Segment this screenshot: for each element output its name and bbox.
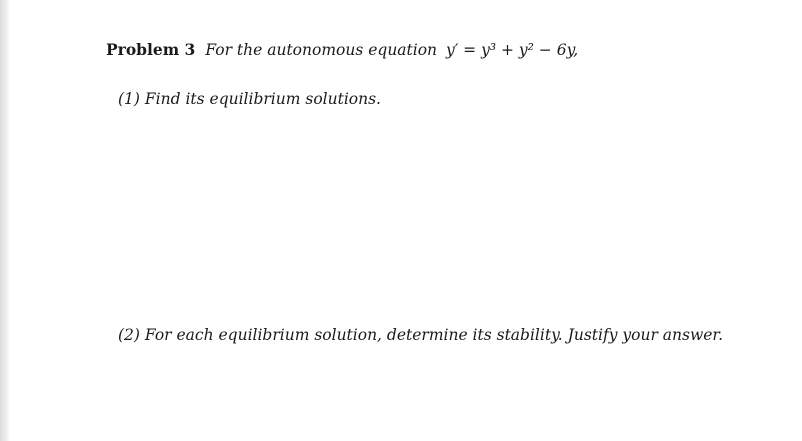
part-1-text: Find its equilibrium solutions. — [144, 90, 381, 108]
document-page — [10, 0, 802, 441]
problem-text: For the autonomous equation — [205, 41, 438, 59]
part-1-number: (1) — [118, 90, 140, 108]
problem-label: Problem 3 — [106, 40, 196, 59]
problem-equation: y′ = y³ + y² − 6y, — [445, 41, 579, 59]
part-2-text: For each equilibrium solution, determine its stability. Justify your answer. — [144, 326, 724, 344]
part-1 — [118, 89, 381, 109]
part-2-number: (2) — [118, 326, 140, 344]
part-2 — [118, 325, 723, 345]
page-left-shadow — [0, 0, 10, 441]
problem-statement — [106, 40, 578, 60]
